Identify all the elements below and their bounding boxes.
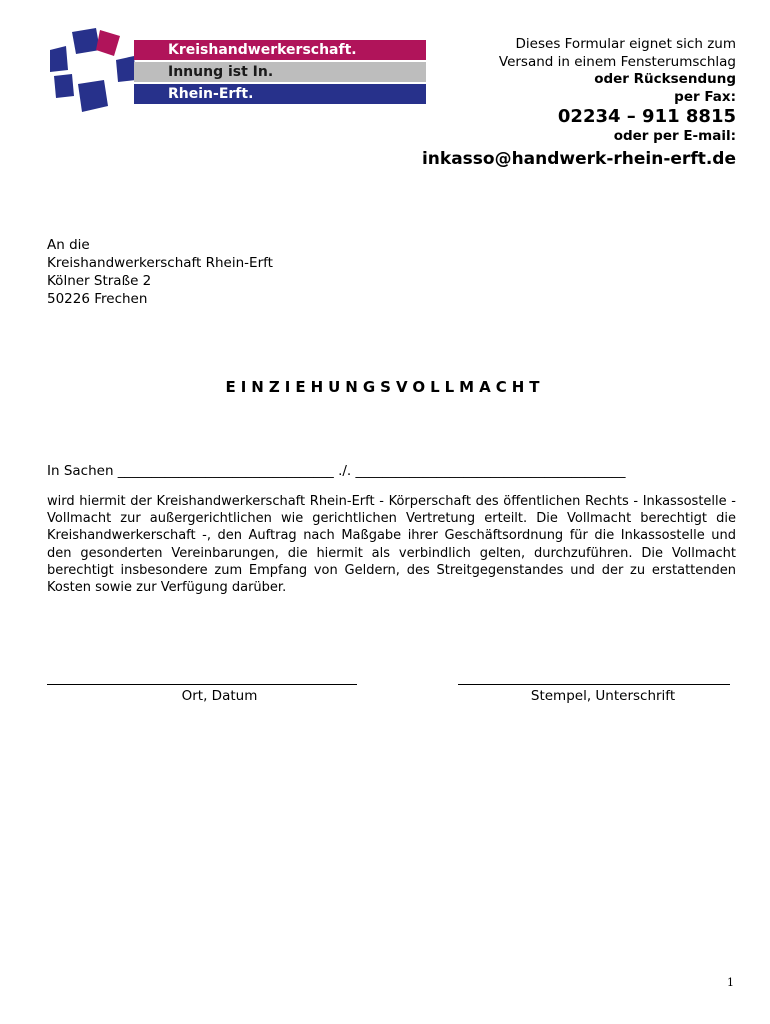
address-line-4: 50226 Frechen [47, 291, 148, 307]
contact-line-5: oder per E-mail: [613, 128, 736, 144]
document-title: EINZIEHUNGSVOLLMACHT [225, 378, 545, 396]
place-date-line[interactable] [47, 684, 357, 685]
fax-number: 02234 – 911 8815 [557, 106, 736, 127]
logo-line-1: Kreishandwerkerschaft. [134, 40, 426, 60]
logo-square-top [72, 28, 100, 54]
recipient-address [47, 236, 273, 308]
signature-label: Stempel, Unterschrift [530, 688, 676, 704]
email-address[interactable]: inkasso@handwerk-rhein-erft.de [421, 148, 736, 169]
page-number: 1 [727, 976, 734, 989]
case-line[interactable]: In Sachen ________________________________ ./. ________________________________________ [47, 463, 626, 479]
contact-line-4: per Fax: [674, 88, 736, 105]
body-paragraph: wird hiermit der Kreishandwerkerschaft Rhein-Erft - Körperschaft des öffentlichen Rechts - Inkassostelle - Vollmacht zur außergerichtlichen wie gerichtlichen Vertretung erteilt. Die Vollmacht berechtigt die Kreishandwerkerschaft -, den Auftrag nach Maßgabe ihrer Geschäftsordnung für die Inkassostelle und den gesonderten Vereinbarungen, die hiermit als verbindlich gelten, durchzuführen. Die Vollmacht berechtigt insbesondere zum Empfang von Geldern, des Streitgegenstandes und der zu erstattenden Kosten sowie zur Verfügung darüber. [47, 494, 736, 596]
contact-block [422, 36, 736, 170]
contact-line-3: oder Rücksendung [594, 71, 736, 87]
logo-square-bottom [78, 80, 108, 112]
logo-square-right [116, 56, 136, 82]
address-line-1: An die [47, 237, 90, 253]
signature-line[interactable] [458, 684, 730, 685]
place-date-label: Ort, Datum [181, 688, 258, 704]
logo-square-topright [96, 30, 120, 56]
contact-line-1: Dieses Formular eignet sich zum [515, 36, 736, 52]
logo-line-2: Innung ist In. [134, 62, 426, 82]
logo-square-bottomleft [54, 74, 74, 98]
address-line-3: Kölner Straße 2 [47, 273, 152, 289]
contact-line-2: Versand in einem Fensterumschlag [498, 53, 736, 70]
logo-line-3: Rhein-Erft. [134, 84, 426, 104]
address-line-2: Kreishandwerkerschaft Rhein-Erft [47, 255, 273, 271]
logo-wordmark [134, 40, 426, 106]
logo-square-left [50, 46, 68, 72]
logo-icon [44, 26, 136, 114]
